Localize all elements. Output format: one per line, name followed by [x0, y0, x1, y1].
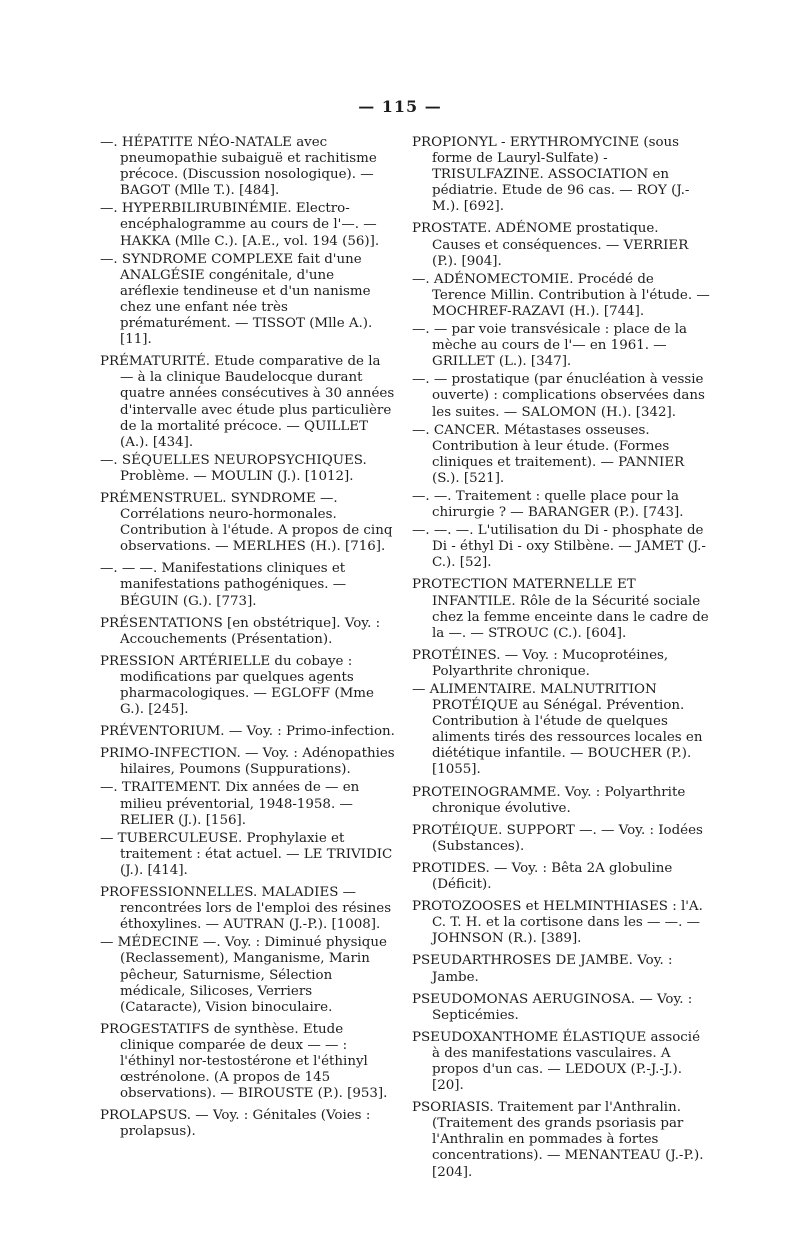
index-entry: PROTEINOGRAMME. Voy. : Polyarthrite chronique évolutive.	[412, 784, 686, 816]
index-entry: PROTIDES. — Voy. : Bêta 2A globuline (Déficit).	[412, 860, 673, 893]
index-entry: PRÉMENSTRUEL. SYNDROME —. Corrélations neuro-hormonales. Contribution à l'étude. A propos de cinq observations. — MERLHES (H.). [716].	[100, 490, 393, 555]
index-entry: —. — —. Manifestations cliniques et manifestations pathogéniques. — BÉGUIN (G.). [773].	[100, 561, 347, 609]
index-entry: PSEUDARTHROSES DE JAMBE. Voy. : Jambe.	[412, 953, 673, 985]
index-entry: PROTECTION MATERNELLE ET INFANTILE. Rôle de la Sécurité sociale chez la femme enceinte dans le cadre de la —. — STROUC (C.). [604].	[412, 577, 709, 641]
index-entry: PROTÉINES. — Voy. : Mucoprotéines, Polyarthrite chronique.	[412, 647, 669, 679]
index-entry: — MÉDECINE —. Voy. : Diminué physique (Reclassement), Manganisme, Marin pêcheur, Saturnisme, Sélection médicale, Silicoses, Verriers (Cataracte), Vision binoculaire.	[100, 935, 387, 1015]
index-entry: PSEUDOMONAS AERUGINOSA. — Voy. : Septicémies.	[412, 991, 693, 1023]
index-entry: PRÉSENTATIONS [en obstétrique]. Voy. : Accouchements (Présentation).	[100, 615, 381, 647]
index-entry: —. CANCER. Métastases osseuses. Contribution à leur étude. (Formes cliniques et traitement). — PANNIER (S.). [521].	[412, 422, 685, 486]
index-entry: —. —. Traitement : quelle place pour la chirurgie ? — BARANGER (P.). [743].	[412, 488, 684, 521]
index-entry: PROTÉIQUE. SUPPORT —. — Voy. : Iodées (Substances).	[412, 822, 703, 854]
index-entry: PROTOZOOSES et HELMINTHIASES : l'A. C. T. H. et la cortisone dans les — —. — JOHNSON (R.). [389].	[412, 899, 703, 947]
left-column	[100, 135, 397, 1146]
index-entry: PRESSION ARTÉRIELLE du cobaye : modifications par quelques agents pharmacologiques. — EGLOFF (Mme G.). [245].	[100, 653, 374, 718]
index-entry: PROFESSIONNELLES. MALADIES — rencontrées lors de l'emploi des résines éthoxylines. — AUTRAN (J.-P.). [1008].	[100, 885, 392, 933]
index-entry: PROLAPSUS. — Voy. : Génitales (Voies : prolapsus).	[100, 1108, 371, 1140]
index-entry: PROGESTATIFS de synthèse. Etude clinique comparée de deux — — : l'éthinyl nor-testostérone et l'éthinyl œstrénolone. (A propos de 145 observations). — BIROUSTE (P.). [953].	[100, 1021, 388, 1102]
index-entry: PROPIONYL - ERYTHROMYCINE (sous forme de Lauryl-Sulfate) - TRISULFAZINE. ASSOCIATION en pédiatrie. Etude de 96 cas. — ROY (J.-M.). [692].	[412, 135, 690, 215]
index-entry: PRÉMATURITÉ. Etude comparative de la — à la clinique Baudelocque durant quatre années consécutives à 30 années d'intervalle avec étude plus particulière de la mortalité précoce. — QUILLET (A.). [434].	[100, 354, 395, 450]
index-entry: —. HÉPATITE NÉO-NATALE avec pneumopathie subaiguë et rachitisme précoce. (Discussion nosologique). — BAGOT (Mlle T.). [484].	[100, 135, 377, 199]
index-entry: —. SÉQUELLES NEUROPSYCHIQUES. Problème. — MOULIN (J.). [1012].	[100, 452, 367, 484]
index-entry: —. HYPERBILIRUBINÉMIE. Electro-encéphalogramme au cours de l'—. — HAKKA (Mlle C.). [A.E., vol. 194 (56)].	[100, 201, 380, 249]
index-entry: —. —. —. L'utilisation du Di - phosphate de Di - éthyl Di - oxy Stilbène. — JAMET (J.-C.). [52].	[412, 523, 706, 571]
index-entry: —. ADÉNOMECTOMIE. Procédé de Terence Millin. Contribution à l'étude. —MOCHREF-RAZAVI (H.). [744].	[412, 271, 710, 319]
right-column	[412, 135, 710, 1187]
index-entry: —. TRAITEMENT. Dix années de — en milieu préventorial, 1948-1958. — RELIER (J.). [156].	[100, 780, 360, 828]
index-entry: —. — prostatique (par énucléation à vessie ouverte) : complications observées dans les suites. — SALOMON (H.). [342].	[412, 372, 705, 420]
index-entry: PRIMO-INFECTION. — Voy. : Adénopathies hilaires, Poumons (Suppurations).	[100, 746, 395, 778]
page-number: — 115 —	[358, 97, 442, 116]
index-entry: —. SYNDROME COMPLEXE fait d'une ANALGÉSIE congénitale, d'une aréflexie tendineuse et d'un nanisme chez une enfant née très prématurément. — TISSOT (Mlle A.). [11].	[100, 251, 373, 348]
index-entry: — ALIMENTAIRE. MALNUTRITION PROTÉIQUE au Sénégal. Prévention. Contribution à l'étude de quelques aliments tirés des ressources locales en diététique infantile. — BOUCHER (P.). [1055].	[412, 682, 703, 778]
index-entry: PROSTATE. ADÉNOME prostatique. Causes et conséquences. — VERRIER (P.). [904].	[412, 221, 689, 269]
index-entry: PSEUDOXANTHOME ÉLASTIQUE associé à des manifestations vasculaires. A propos d'un cas. — LEDOUX (P.-J.-J.). [20].	[412, 1029, 701, 1094]
index-entry: —. — par voie transvésicale : place de la mèche au cours de l'— en 1961. — GRILLET (L.). [347].	[412, 322, 688, 370]
index-entry: PRÉVENTORIUM. — Voy. : Primo-infection.	[100, 724, 395, 740]
index-entry: — TUBERCULEUSE. Prophylaxie et traitement : état actuel. — LE TRIVIDIC (J.). [414].	[100, 830, 393, 878]
index-entry: PSORIASIS. Traitement par l'Anthralin. (Traitement des grands psoriasis par l'Anthralin en pommades à fortes concentrations). — MENANTEAU (J.-P.). [204].	[412, 1100, 704, 1180]
